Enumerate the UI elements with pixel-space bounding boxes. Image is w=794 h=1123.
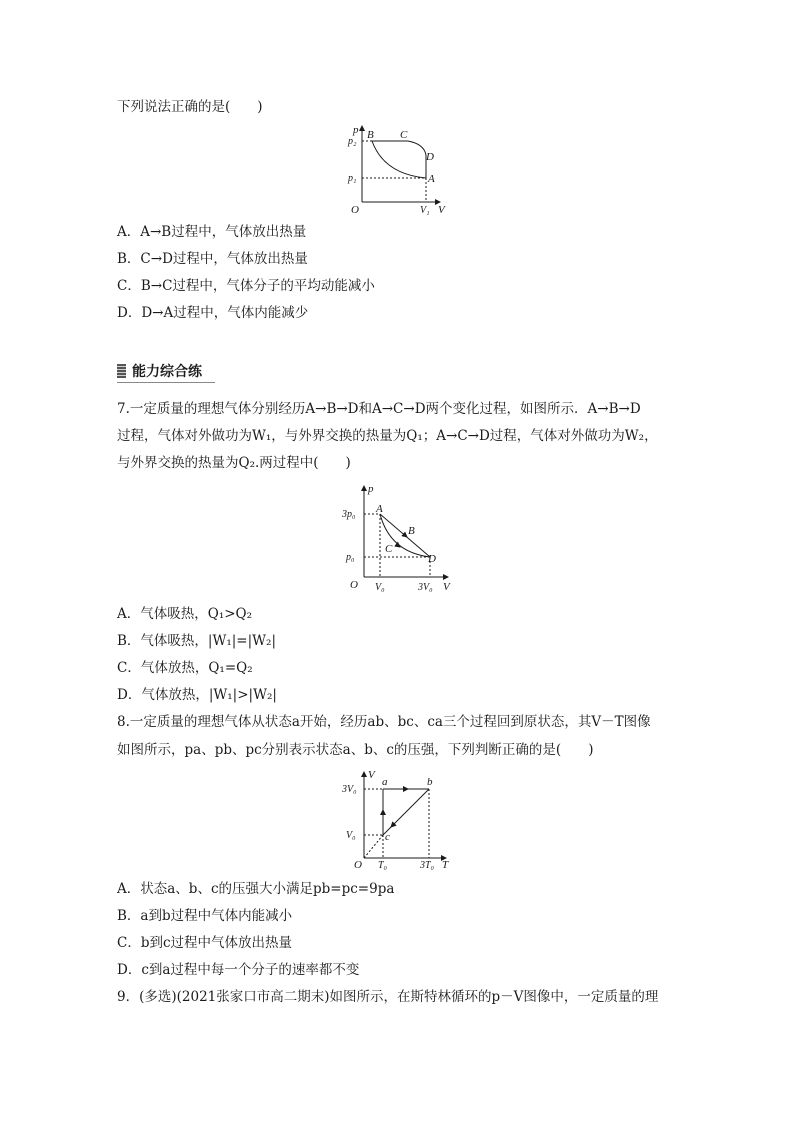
- q8-option-a-text: 状态a、b、c的压强大小满足pb=pc=9pa: [140, 881, 395, 897]
- section-underline: [117, 382, 215, 383]
- q6-x-axis-label: V: [438, 204, 445, 216]
- q6-point-c: C: [400, 129, 408, 141]
- q8-v0-label: V₀: [346, 830, 356, 841]
- q7-x-axis-label: V: [443, 581, 450, 593]
- q7-option-a-letter: A．: [117, 606, 141, 622]
- q7-option-c-text: 气体放热，Q₁=Q₂: [140, 660, 253, 676]
- q6-option-c: [117, 276, 375, 296]
- q6-p1-label: p₁: [348, 173, 357, 184]
- q8-point-c: c: [385, 831, 390, 843]
- q6-pv-diagram: [340, 122, 450, 217]
- q7-y-axis-label: p: [368, 483, 374, 495]
- q8-option-c-text: b到c过程中气体放出热量: [140, 935, 293, 951]
- q7-p0-label: p₀: [346, 552, 355, 563]
- q7-3v0-label: 3V₀: [418, 582, 433, 593]
- q6-option-d-letter: D．: [117, 305, 142, 321]
- q8-option-a-letter: A．: [117, 881, 141, 897]
- q7-option-a: [117, 604, 252, 624]
- q6-p2-label: p₂: [348, 136, 357, 147]
- q8-origin-label: O: [354, 859, 362, 871]
- q7-option-c-letter: C．: [117, 660, 141, 676]
- q7-option-b-text: 气体吸热，|W₁|=|W₂|: [140, 633, 277, 649]
- q7-stem-line2: 过程，气体对外做功为W₁，与外界交换的热量为Q₁；A→C→D过程，气体对外做功为W₂，: [117, 428, 658, 444]
- q8-stem-line2: 如图所示，pa、pb、pc分别表示状态a、b、c的压强，下列判断正确的是( ): [117, 742, 594, 758]
- q6-option-a-letter: A．: [117, 224, 141, 240]
- q6-origin-label: O: [351, 204, 359, 216]
- q8-option-d-letter: D．: [117, 962, 142, 978]
- q6-path-cd: [408, 141, 426, 155]
- q8-stem-line1: 8.一定质量的理想气体从状态a开始，经历ab、bc、ca三个过程回到原状态，其V－T图像: [117, 714, 651, 730]
- q7-option-d-text: 气体放热，|W₁|>|W₂|: [141, 687, 277, 703]
- q6-y-axis-label: p: [353, 124, 359, 136]
- q6-option-b: [117, 249, 308, 269]
- q7-arrow-b: [404, 535, 407, 538]
- q8-x-axis-label: T: [442, 859, 449, 871]
- section-marker-icon: [117, 364, 126, 378]
- q6-option-d: [117, 303, 308, 323]
- q8-option-d: [117, 960, 359, 980]
- q8-option-c: [117, 933, 292, 953]
- q6-option-b-letter: B．: [117, 251, 141, 267]
- q8-3t0-label: 3T₀: [420, 860, 435, 871]
- q6-option-d-text: D→A过程中，气体内能减少: [141, 305, 309, 321]
- q7-point-a: A: [376, 503, 383, 515]
- q8-option-c-letter: C．: [117, 935, 141, 951]
- q8-point-a: a: [382, 776, 388, 788]
- q7-stem-line3: 与外界交换的热量为Q₂.两过程中( ): [117, 455, 351, 471]
- q7-point-c: C: [385, 543, 393, 555]
- q8-option-d-text: c到a过程中每一个分子的速率都不变: [141, 962, 360, 978]
- q6-option-a-text: A→B过程中，气体放出热量: [140, 224, 307, 240]
- q7-3p0-label: 3p₀: [342, 509, 356, 520]
- q6-option-b-text: C→D过程中，气体放出热量: [140, 251, 308, 267]
- q7-pv-diagram: [340, 482, 460, 592]
- q8-option-b-letter: B．: [117, 908, 141, 924]
- q7-point-b: B: [408, 525, 415, 537]
- q6-option-a: [117, 222, 306, 242]
- q7-stem-line1: 7.一定质量的理想气体分别经历A→B→D和A→C→D两个变化过程，如图所示．A→B→D: [117, 401, 641, 417]
- q7-origin-label: O: [350, 579, 358, 591]
- q7-option-c: [117, 658, 253, 678]
- q8-option-b: [117, 906, 292, 926]
- q8-y-axis-label: V: [368, 769, 375, 781]
- q6-point-a: A: [428, 173, 435, 185]
- q8-option-b-text: a到b过程中气体内能减小: [140, 908, 293, 924]
- section-title-text: 能力综合练: [132, 364, 202, 380]
- q6-path-ab: [372, 141, 426, 178]
- q6-option-c-letter: C．: [117, 278, 141, 294]
- q7-point-d: D: [428, 553, 436, 565]
- q7-option-d-letter: D．: [117, 687, 142, 703]
- q7-option-d: [117, 685, 277, 705]
- q8-point-b: b: [427, 776, 433, 788]
- q7-option-a-text: 气体吸热，Q₁>Q₂: [140, 606, 253, 622]
- q8-option-a: [117, 879, 394, 899]
- q8-vt-diagram: [340, 768, 460, 871]
- q6-option-c-text: B→C过程中，气体分子的平均动能减小: [140, 278, 375, 294]
- q6-stem: 下列说法正确的是( ): [117, 99, 263, 115]
- section-title: [117, 362, 202, 382]
- q6-point-b: B: [367, 129, 374, 141]
- q6-v1-label: V₁: [420, 205, 430, 216]
- q8-arrow-bc: [391, 824, 394, 827]
- q8-path-bc: [383, 789, 429, 835]
- q8-origin-extension: [364, 835, 383, 858]
- q7-option-b: [117, 631, 276, 651]
- q7-option-b-letter: B．: [117, 633, 141, 649]
- q8-3v0-label: 3V₀: [342, 784, 357, 795]
- q6-point-d: D: [426, 151, 434, 163]
- q9-stem-line1: 9．(多选)(2021张家口市高二期末)如图所示，在斯特林循环的p－V图像中，一定质量的理: [117, 989, 659, 1005]
- q7-v0-label: V₀: [375, 582, 385, 593]
- q8-t0-label: T₀: [378, 860, 388, 871]
